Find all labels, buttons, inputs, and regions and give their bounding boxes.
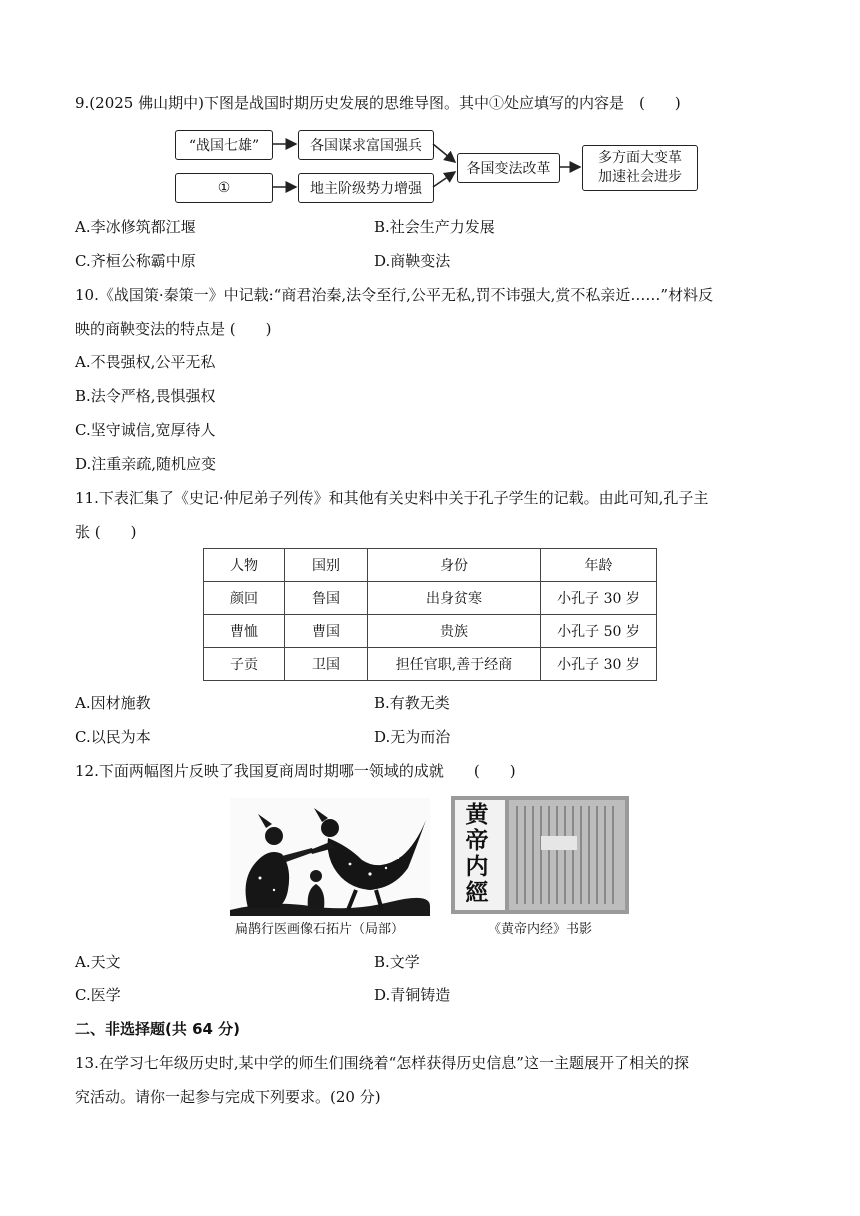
q12-option-b[interactable]: B.文学 bbox=[374, 953, 420, 971]
table-cell: 小孔子 50 岁 bbox=[541, 615, 657, 648]
table-cell: 颜回 bbox=[204, 582, 285, 615]
q11-option-c[interactable]: C.以民为本 bbox=[75, 728, 151, 746]
table-row bbox=[204, 582, 657, 615]
mindmap-box-change-line2: 加速社会进步 bbox=[598, 169, 682, 185]
mindmap-box-blank: ① bbox=[175, 173, 273, 203]
table-cell: 贵族 bbox=[368, 615, 541, 648]
table-cell: 曹恤 bbox=[204, 615, 285, 648]
q9-option-a[interactable]: A.李冰修筑都江堰 bbox=[75, 218, 196, 236]
section-heading: 二、非选择题(共 64 分) bbox=[75, 1020, 241, 1038]
arrow-3 bbox=[433, 144, 455, 162]
q11-option-d[interactable]: D.无为而治 bbox=[374, 728, 451, 746]
q12-option-a[interactable]: A.天文 bbox=[75, 953, 121, 971]
q10-option-a[interactable]: A.不畏强权,公平无私 bbox=[75, 353, 216, 371]
q10-option-d[interactable]: D.注重亲疏,随机应变 bbox=[75, 455, 217, 473]
table-header: 年龄 bbox=[541, 549, 657, 582]
bianque-rubbing-image bbox=[230, 798, 430, 916]
q9-option-c[interactable]: C.齐桓公称霸中原 bbox=[75, 252, 196, 270]
mindmap-box-rich-country: 各国谋求富国强兵 bbox=[298, 130, 434, 160]
table-cell: 子贡 bbox=[204, 648, 285, 681]
mindmap-box-change-line1: 多方面大变革 bbox=[598, 150, 682, 166]
q9-option-b[interactable]: B.社会生产力发展 bbox=[374, 218, 495, 236]
table-cell: 卫国 bbox=[285, 648, 368, 681]
mindmap-box-warring-states: “战国七雄” bbox=[175, 130, 273, 160]
q11-stem-line1: 11.下表汇集了《史记·仲尼弟子列传》和其他有关史料中关于孔子学生的记载。由此可知,孔子主 bbox=[75, 489, 709, 507]
image1-caption: 扁鹊行医画像石拓片（局部） bbox=[235, 922, 405, 937]
table-cell: 担任官职,善于经商 bbox=[368, 648, 541, 681]
mindmap-box-reform: 各国变法改革 bbox=[457, 153, 560, 183]
table-cell: 鲁国 bbox=[285, 582, 368, 615]
table-header: 身份 bbox=[368, 549, 541, 582]
q10-stem-line1: 10.《战国策·秦策一》中记载:“商君治秦,法令至行,公平无私,罚不讳强大,赏不私亲近……”材料反 bbox=[75, 286, 714, 304]
table-row bbox=[204, 615, 657, 648]
q11-stem-line2: 张 ( ) bbox=[75, 523, 137, 541]
book-title-calligraphy: 黄帝内經 bbox=[465, 801, 489, 906]
students-table bbox=[203, 548, 657, 681]
q9-option-d[interactable]: D.商鞅变法 bbox=[374, 252, 451, 270]
mindmap-box-landlord-class: 地主阶级势力增强 bbox=[298, 173, 434, 203]
table-cell: 小孔子 30 岁 bbox=[541, 582, 657, 615]
mindmap-arrows bbox=[0, 0, 860, 240]
table-cell: 出身贫寒 bbox=[368, 582, 541, 615]
table-cell: 小孔子 30 岁 bbox=[541, 648, 657, 681]
q10-option-b[interactable]: B.法令严格,畏惧强权 bbox=[75, 387, 216, 405]
q11-option-b[interactable]: B.有教无类 bbox=[374, 694, 450, 712]
table-header-row bbox=[204, 549, 657, 582]
q9-stem: 9.(2025 佛山期中)下图是战国时期历史发展的思维导图。其中①处应填写的内容是 ( ) bbox=[75, 94, 681, 112]
q13-stem-line2: 究活动。请你一起参与完成下列要求。(20 分) bbox=[75, 1088, 381, 1106]
table-header: 国别 bbox=[285, 549, 368, 582]
table-cell: 曹国 bbox=[285, 615, 368, 648]
image2-caption: 《黄帝内经》书影 bbox=[488, 922, 593, 937]
q13-stem-line1: 13.在学习七年级历史时,某中学的师生们围绕着“怎样获得历史信息”这一主题展开了相关的探 bbox=[75, 1054, 689, 1072]
q11-option-a[interactable]: A.因材施教 bbox=[75, 694, 151, 712]
table-row bbox=[204, 648, 657, 681]
table-header: 人物 bbox=[204, 549, 285, 582]
q12-stem: 12.下面两幅图片反映了我国夏商周时期哪一领域的成就 ( ) bbox=[75, 762, 516, 780]
q12-option-c[interactable]: C.医学 bbox=[75, 986, 121, 1004]
q12-option-d[interactable]: D.青铜铸造 bbox=[374, 986, 451, 1004]
q10-option-c[interactable]: C.坚守诚信,宽厚待人 bbox=[75, 421, 216, 439]
arrow-4 bbox=[433, 172, 455, 187]
q10-stem-line2: 映的商鞅变法的特点是 ( ) bbox=[75, 320, 272, 338]
